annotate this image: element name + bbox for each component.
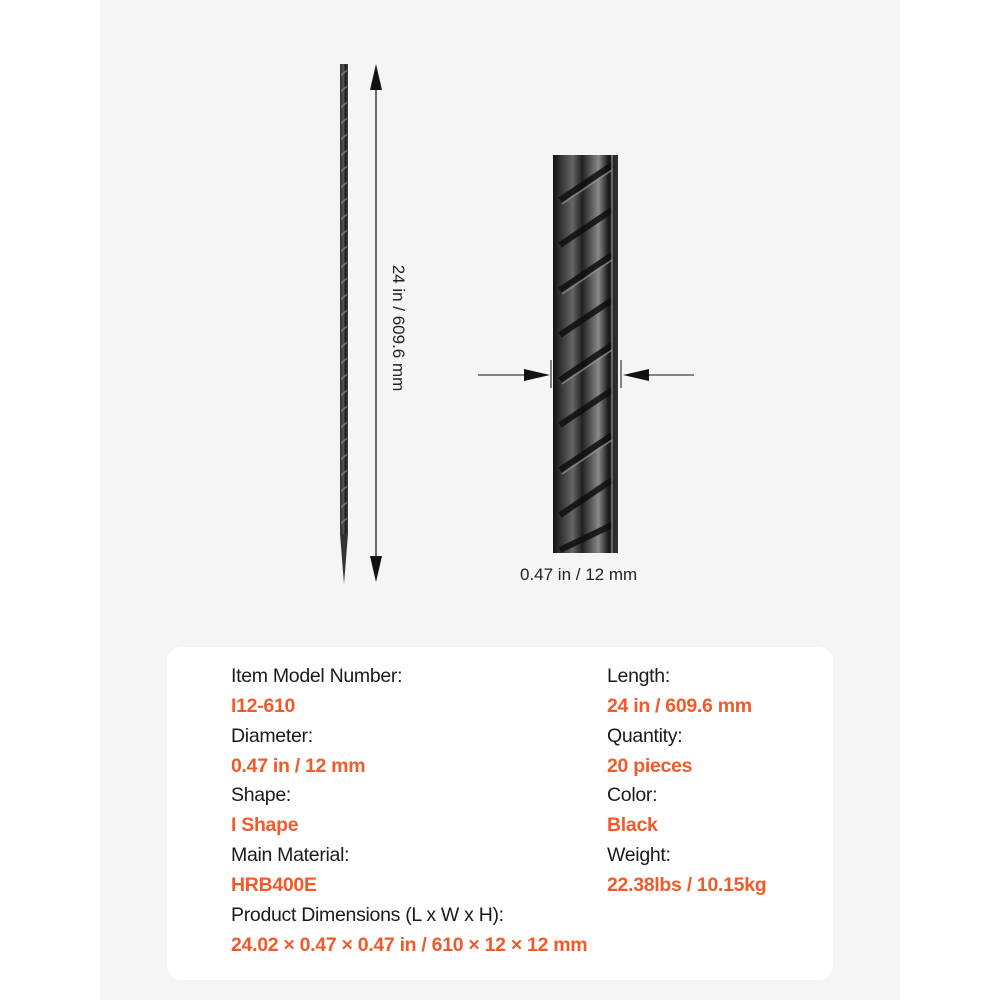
spec-label-material: Main Material: [231, 844, 350, 866]
spec-label-quantity: Quantity: [607, 725, 683, 747]
spec-value-quantity: 20 pieces [607, 755, 693, 777]
diameter-label: 0.47 in / 12 mm [520, 565, 638, 584]
spec-value-diameter: 0.47 in / 12 mm [231, 755, 366, 777]
spec-label-length: Length: [607, 665, 670, 687]
length-dimension-arrow [370, 64, 382, 582]
length-label: 24 in / 609.6 mm [389, 264, 408, 392]
spec-value-material: HRB400E [231, 874, 317, 896]
rebar-closeup-view [553, 155, 618, 553]
spec-value-length: 24 in / 609.6 mm [607, 695, 752, 717]
rebar-full-view [340, 64, 348, 584]
spec-label-model: Item Model Number: [231, 665, 403, 687]
spec-label-color: Color: [607, 784, 658, 806]
spec-value-weight: 22.38lbs / 10.15kg [607, 874, 767, 896]
spec-value-model: I12-610 [231, 695, 296, 717]
spec-label-shape: Shape: [231, 784, 292, 806]
spec-value-dimensions: 24.02 × 0.47 × 0.47 in / 610 × 12 × 12 mm [231, 934, 588, 956]
spec-value-color: Black [607, 814, 658, 836]
spec-label-weight: Weight: [607, 844, 671, 866]
spec-label-dimensions: Product Dimensions (L x W x H): [231, 904, 504, 926]
specs-card [167, 647, 833, 980]
spec-label-diameter: Diameter: [231, 725, 313, 747]
spec-value-shape: I Shape [231, 814, 299, 836]
